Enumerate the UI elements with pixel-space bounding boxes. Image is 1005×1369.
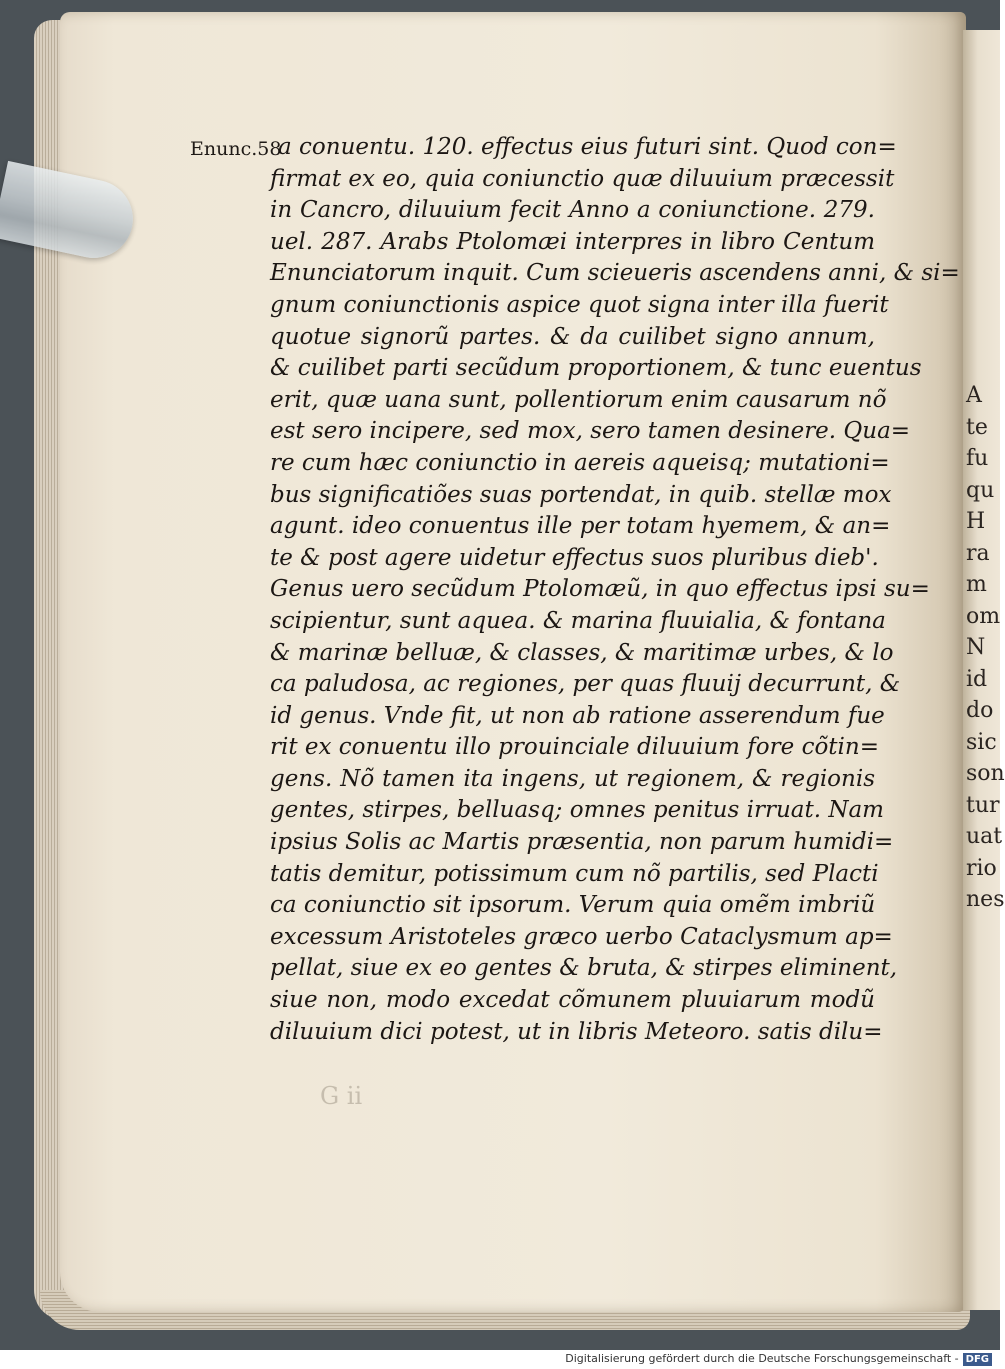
text-line: tatis demitur, potissimum cum nõ partilis, sed Placti	[270, 860, 879, 887]
facing-page-fragment: m	[966, 572, 987, 597]
facing-page-fragment: tur	[966, 792, 1000, 818]
text-line: gentes, stirpes, belluasq; omnes penitus irruat. Nam	[270, 797, 884, 824]
text-line: agunt. ideo conuentus ille per totam hyemem, & an=	[270, 513, 891, 540]
text-line: gnum coniunctionis aspice quot signa inter illa fuerit	[270, 291, 889, 318]
facing-page-fragment: rio	[966, 855, 997, 881]
text-line: Genus uero secũdum Ptolomæũ, in quo effectus ipsi su=	[270, 576, 930, 603]
facing-page-fragment: son	[966, 761, 1005, 786]
facing-page-fragment: H	[966, 509, 986, 534]
text-line: ca paludosa, ac regiones, per quas fluuij decurrunt, &	[270, 671, 901, 698]
text-line: re cum hæc coniunctio in aereis aqueisq; mutationi=	[270, 449, 890, 476]
text-line: diluuium dici potest, ut in libris Meteoro. satis dilu=	[270, 1018, 883, 1045]
text-line: firmat ex eo, quia coniunctio quæ diluuium præcessit	[270, 165, 895, 192]
facing-page-fragment: om	[966, 603, 1001, 629]
facing-page-fragment: A	[966, 383, 982, 408]
footer	[0, 1350, 1000, 1369]
text-line: scipientur, sunt aquea. & marina fluuialia, & fontana	[270, 607, 886, 634]
text-line: & cuilibet parti secũdum proportionem, & tunc euentus	[270, 355, 922, 382]
facing-page-fragment: N	[966, 635, 986, 660]
facing-page-fragment: do	[966, 698, 994, 723]
facing-page-fragment: uat	[966, 824, 1003, 849]
signature-mark: G ii	[320, 1082, 363, 1110]
dfg-logo[interactable]: DFG	[963, 1353, 992, 1366]
facing-page-fragment: id	[966, 666, 988, 692]
text-line: quotue signorũ partes. & da cuilibet signo annum,	[270, 323, 875, 350]
text-line: & marinæ belluæ, & classes, & maritimæ urbes, & lo	[270, 639, 894, 666]
text-line: excessum Aristoteles græco uerbo Cataclysmum ap=	[270, 923, 893, 950]
facing-page-fragment: nes	[966, 887, 1005, 912]
text-line: erit, quæ uana sunt, pollentiorum enim causarum nõ	[270, 386, 887, 413]
text-line: bus significatiões suas portendat, in quib. stellæ mox	[270, 481, 892, 508]
text-line: pellat, siue ex eo gentes & bruta, & stirpes eliminent,	[270, 955, 898, 982]
marginal-note: Enunc.58	[190, 138, 282, 160]
facing-page-fragment: fu	[966, 446, 989, 471]
facing-page-fragment: te	[966, 414, 988, 440]
facing-page-text	[966, 380, 1005, 916]
text-line: ca coniunctio sit ipsorum. Verum quia omẽm imbriũ	[270, 892, 876, 919]
footer-credit-wrapper	[565, 1352, 992, 1366]
text-line: id genus. Vnde fit, ut non ab ratione asserendum fue	[270, 702, 885, 729]
facing-page-fragment: ra	[966, 540, 990, 566]
text-line: rit ex conuentu illo prouinciale diluuium fore cõtin=	[270, 734, 879, 761]
text-line: est sero incipere, sed mox, sero tamen desinere. Qua=	[270, 418, 911, 445]
text-line: te & post agere uidetur effectus suos pluribus dieb'.	[270, 544, 879, 571]
text-block	[270, 132, 960, 1048]
footer-credit: Digitalisierung gefördert durch die Deutsche Forschungsgemeinschaft -	[565, 1352, 959, 1365]
text-line: in Cancro, diluuium fecit Anno a coniunctione. 279.	[270, 197, 875, 224]
text-line: uel. 287. Arabs Ptolomæi interpres in libro Centum	[270, 228, 875, 255]
text-line: a conuentu. 120. effectus eius futuri sint. Quod con=	[278, 134, 897, 160]
text-line: Enunciatorum inquit. Cum scieueris ascendens anni, & si=	[270, 260, 960, 287]
facing-page-fragment: qu	[966, 477, 995, 503]
text-line: ipsius Solis ac Martis præsentia, non parum humidi=	[270, 829, 894, 856]
text-line: siue non, modo excedat cõmunem pluuiarum modũ	[270, 987, 875, 1014]
text-line: gens. Nõ tamen ita ingens, ut regionem, & regionis	[270, 765, 875, 792]
facing-page-fragment: sic	[966, 729, 997, 755]
